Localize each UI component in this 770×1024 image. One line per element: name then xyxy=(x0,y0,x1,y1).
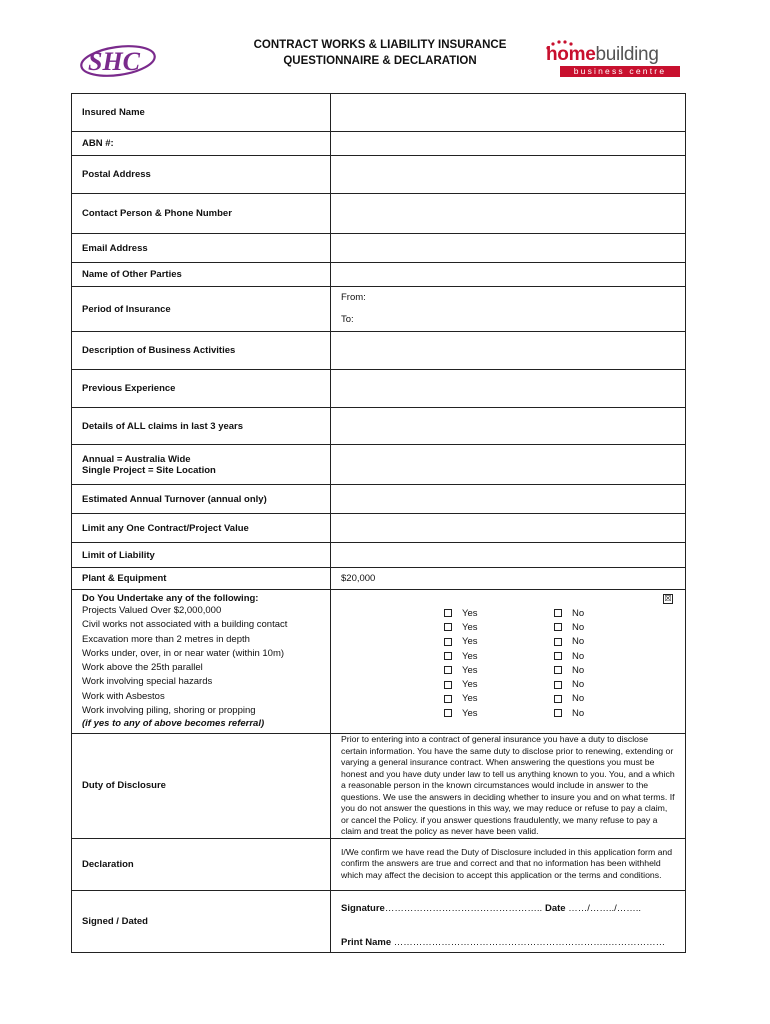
label-postal-address: Postal Address xyxy=(72,156,331,194)
row-undertake xyxy=(72,590,686,734)
label-limit-liability: Limit of Liability xyxy=(72,543,331,568)
label-insured-name: Insured Name xyxy=(72,94,331,132)
checkbox-icon[interactable] xyxy=(554,652,562,660)
undertake-item: Works under, over, in or near water (within 10m) xyxy=(82,647,285,659)
checkbox-icon[interactable] xyxy=(444,609,452,617)
undertake-item: Projects Valued Over $2,000,000 xyxy=(82,605,222,616)
no-option[interactable] xyxy=(554,635,654,649)
field-period[interactable] xyxy=(331,287,686,332)
label-abn: ABN #: xyxy=(72,132,331,156)
label-email: Email Address xyxy=(72,234,331,263)
checkbox-icon[interactable] xyxy=(444,709,452,717)
field-description[interactable] xyxy=(331,332,686,370)
referral-note: (if yes to any of above becomes referral) xyxy=(82,718,265,730)
label-description: Description of Business Activities xyxy=(72,332,331,370)
no-label: No xyxy=(572,707,585,719)
checkbox-icon[interactable] xyxy=(554,609,562,617)
signature-dots: ………………………………………….. xyxy=(384,902,543,914)
field-email[interactable] xyxy=(331,234,686,263)
yes-option[interactable] xyxy=(444,663,554,677)
label-period: Period of Insurance xyxy=(72,287,331,332)
field-plant[interactable]: $20,000 xyxy=(331,568,686,590)
undertake-answers xyxy=(331,590,686,734)
label-contact-person: Contact Person & Phone Number xyxy=(72,194,331,234)
field-claims[interactable] xyxy=(331,408,686,445)
label-disclosure: Duty of Disclosure xyxy=(72,734,331,839)
row-email xyxy=(72,234,686,263)
field-contact-person[interactable] xyxy=(331,194,686,234)
no-option[interactable] xyxy=(554,692,654,706)
row-annual xyxy=(72,445,686,485)
yes-option[interactable] xyxy=(444,620,554,634)
no-option[interactable] xyxy=(554,649,654,663)
checkbox-icon[interactable] xyxy=(444,638,452,646)
signature-label: Signature xyxy=(341,902,385,914)
date-line[interactable] xyxy=(545,903,641,914)
yes-option[interactable] xyxy=(444,692,554,706)
annual-line-1: Annual = Australia Wide xyxy=(82,453,191,465)
row-plant xyxy=(72,568,686,590)
no-label: No xyxy=(572,607,585,619)
logo-wordmark xyxy=(546,44,659,66)
undertake-item: Work with Asbestos xyxy=(82,690,165,702)
yes-label: Yes xyxy=(462,650,478,662)
undertake-item: Civil works not associated with a building contact xyxy=(82,619,288,631)
yes-label: Yes xyxy=(462,607,478,619)
row-claims xyxy=(72,408,686,445)
row-period xyxy=(72,287,686,332)
no-option[interactable] xyxy=(554,706,654,720)
logo-subtitle: business centre xyxy=(560,66,680,77)
row-contact-person xyxy=(72,194,686,234)
label-annual xyxy=(72,445,331,485)
no-option[interactable] xyxy=(554,620,654,634)
yes-label: Yes xyxy=(462,707,478,719)
yes-label: Yes xyxy=(462,679,478,691)
label-limit-contract: Limit any One Contract/Project Value xyxy=(72,514,331,543)
field-abn[interactable] xyxy=(331,132,686,156)
field-limit-liability[interactable] xyxy=(331,543,686,568)
checkbox-icon[interactable] xyxy=(554,695,562,703)
no-label: No xyxy=(572,621,585,633)
checkbox-icon[interactable] xyxy=(554,638,562,646)
row-abn xyxy=(72,132,686,156)
row-limit-contract xyxy=(72,514,686,543)
title-line-2: QUESTIONNAIRE & DECLARATION xyxy=(283,55,477,67)
label-claims: Details of ALL claims in last 3 years xyxy=(72,408,331,445)
row-other-parties xyxy=(72,263,686,287)
svg-text:SHC: SHC xyxy=(88,47,141,76)
yes-option[interactable] xyxy=(444,677,554,691)
row-experience xyxy=(72,370,686,408)
no-label: No xyxy=(572,679,585,691)
field-other-parties[interactable] xyxy=(331,263,686,287)
yes-label: Yes xyxy=(462,636,478,648)
yes-option[interactable] xyxy=(444,606,554,620)
questionnaire-table xyxy=(71,93,686,953)
undertake-item: Work involving special hazards xyxy=(82,676,213,688)
print-name-line[interactable] xyxy=(341,937,665,948)
label-turnover: Estimated Annual Turnover (annual only) xyxy=(72,485,331,514)
label-signed: Signed / Dated xyxy=(72,890,331,952)
undertake-item: Work above the 25th parallel xyxy=(82,662,203,674)
yes-label: Yes xyxy=(462,664,478,676)
signature-block xyxy=(331,890,686,952)
checkbox-icon[interactable] xyxy=(554,681,562,689)
field-turnover[interactable] xyxy=(331,485,686,514)
date-dots: ……/……../…….. xyxy=(568,902,642,914)
field-insured-name[interactable] xyxy=(331,94,686,132)
label-plant: Plant & Equipment xyxy=(72,568,331,590)
logo-home-text: home xyxy=(546,44,596,65)
no-label: No xyxy=(572,650,585,662)
document-title xyxy=(230,37,530,69)
title-line-1: CONTRACT WORKS & LIABILITY INSURANCE xyxy=(253,39,507,51)
signature-line[interactable] xyxy=(341,903,542,914)
period-to: To: xyxy=(341,314,354,325)
checkbox-icon[interactable] xyxy=(444,623,452,631)
no-label: No xyxy=(572,636,585,648)
field-annual[interactable] xyxy=(331,445,686,485)
row-declaration xyxy=(72,838,686,890)
checkbox-icon[interactable] xyxy=(554,623,562,631)
no-option[interactable] xyxy=(554,663,654,677)
homebuilding-logo xyxy=(540,38,682,82)
yes-option[interactable] xyxy=(444,635,554,649)
field-postal-address[interactable] xyxy=(331,156,686,194)
label-experience: Previous Experience xyxy=(72,370,331,408)
period-from: From: xyxy=(341,292,366,303)
no-option[interactable] xyxy=(554,677,654,691)
yes-option[interactable] xyxy=(444,706,554,720)
print-name-dots: …………………………………………………………..……………… xyxy=(393,936,666,948)
yes-no-grid xyxy=(444,606,675,720)
checkbox-icon[interactable] xyxy=(444,681,452,689)
label-other-parties: Name of Other Parties xyxy=(72,263,331,287)
date-label: Date xyxy=(545,902,566,914)
shc-logo xyxy=(78,40,158,82)
no-label: No xyxy=(572,664,585,676)
yes-label: Yes xyxy=(462,621,478,633)
checkbox-icon[interactable] xyxy=(444,666,452,674)
row-disclosure xyxy=(72,734,686,839)
checkbox-icon[interactable] xyxy=(444,652,452,660)
disclosure-text: Prior to entering into a contract of general insurance you have a duty to disclose certain information. You have the same duty to disclose prior to renewing, extending or varying a general insurance contract. When answering the questions you must be honest and you have duty under law to tell us anything known to you. You, and a which a reasonable person in the known circumstances would include in answer to the questions. We use the answers in deciding whether to insure you and on what terms. If you do not answer the questions in this way, we may reduce or refuse to pay a claim, or cancel the Policy. if you answer questions fraudulently, we many refuse to pay a claim and treat the policy as never have been valid. xyxy=(331,734,686,839)
field-experience[interactable] xyxy=(331,370,686,408)
declaration-text: I/We confirm we have read the Duty of Disclosure included in this application form and confirm the answers are true and correct and that no information has been withheld which may affect the decision to accept this application or the terms and conditions. xyxy=(331,838,686,890)
row-limit-liability xyxy=(72,543,686,568)
row-signed xyxy=(72,890,686,952)
field-limit-contract[interactable] xyxy=(331,514,686,543)
checkbox-icon[interactable] xyxy=(554,709,562,717)
logo-building-text: building xyxy=(595,44,659,65)
undertake-questions xyxy=(72,590,331,734)
no-label: No xyxy=(572,693,585,705)
checkbox-icon[interactable] xyxy=(554,666,562,674)
row-turnover xyxy=(72,485,686,514)
checkbox-icon[interactable] xyxy=(444,695,452,703)
checked-box-icon[interactable]: ☒ xyxy=(664,594,672,603)
undertake-item: Excavation more than 2 metres in depth xyxy=(82,633,250,645)
row-description xyxy=(72,332,686,370)
print-name-label: Print Name xyxy=(341,936,392,948)
row-insured-name xyxy=(72,94,686,132)
yes-option[interactable] xyxy=(444,649,554,663)
annual-line-2: Single Project = Site Location xyxy=(82,464,216,476)
label-declaration: Declaration xyxy=(72,838,331,890)
row-postal-address xyxy=(72,156,686,194)
undertake-item: Work involving piling, shoring or propping xyxy=(82,705,256,717)
undertake-title: Do You Undertake any of the following: xyxy=(82,593,259,604)
yes-label: Yes xyxy=(462,693,478,705)
no-option[interactable] xyxy=(554,606,654,620)
